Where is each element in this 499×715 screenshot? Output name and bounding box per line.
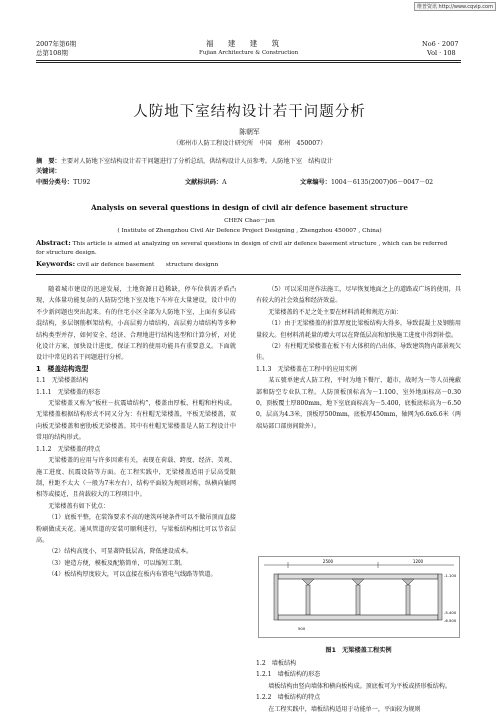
volume-en: Vol · 108 [427, 49, 456, 57]
paragraph: （4）板结构厚度较大，可以直接在板内布置电气线路等管道。 [48, 571, 217, 579]
side-wall [438, 574, 442, 620]
base-slab [278, 615, 438, 620]
header-rule [36, 60, 461, 61]
left-column [36, 284, 236, 581]
paragraph: 无梁楼盖又称为“板柱－抗震墙结构”，楼盖由厚板、柱帽和柱构成。无梁楼盖根据结构形式不同又分为：有柱帽无梁楼盖，平板无梁楼盖，双向板无梁楼盖和密肋板无梁楼盖。其中有柱帽无梁楼盖是人防工程设计中常用的结构形式。 [36, 400, 236, 442]
watermark: 维普资讯 http://www.cqvip.com [414, 2, 496, 11]
paragraph: （3）建造方便，模板及配筋简单，可以缩短工期。 [48, 559, 187, 567]
abstract-cn-text: 主要对人防地下室结构设计若干问题进行了分析总结，供结构设计人员参考。人防地下室 结构设计 [60, 158, 333, 165]
paragraph: 无梁楼盖的不足之处主要在材料消耗和规范方面： [268, 308, 403, 316]
clc-value: TU92 [73, 179, 91, 186]
section-heading-1-1-3: 1.1.3 无梁楼盖在工程中的应用实例 [256, 365, 357, 373]
paragraph: 无梁楼盖的应用与许多因素有关，表现在荷载、跨度、经济、美观、施工进度、抗震设防等方面。在工程实践中，无梁楼盖适用于层高受限制，柱距不太大（一般为7米左右），结构平面较为规则对称，纵横向轴网相等或接近，且荷载较大的工程项目中。 [36, 457, 236, 499]
figure-label-elev-bot: -6.500 [444, 618, 457, 623]
side-wall [274, 574, 278, 620]
article-title-en: Analysis on several questions in design of civil air defence basement structure [91, 203, 408, 212]
figure-label-elev-top: -1.100 [444, 573, 457, 578]
paragraph: （2）有柱帽无梁楼盖在板下有大体积的凸出体，导致建筑物内部景观欠佳。 [256, 343, 461, 362]
section-heading-1-2-1: 1.2.1 墙板结构的形态 [256, 671, 321, 679]
paragraph: （2）结构高度小，可显著降低层高，降低建设成本。 [48, 548, 193, 556]
roof-slab [278, 574, 438, 579]
column [406, 585, 410, 615]
section-heading-1-2-2: 1.2.2 墙板结构的特点 [256, 694, 321, 702]
header-rule-thin [36, 62, 461, 63]
figure-1-drawing [258, 556, 460, 638]
issue-en: No6 · 2007 [422, 40, 459, 48]
column [306, 585, 310, 615]
right-column-bottom [256, 658, 461, 715]
paragraph: （1）由于无梁楼盖的折算厚度比梁板结构大得多，导致混凝土及钢筋用量较大。但材料消耗量的增大可以在降低层高和加快施工进度中得到补偿。 [256, 320, 461, 339]
paragraph: 在工程实践中，墙板结构适用于功能单一，平面较为规则 [268, 705, 421, 713]
section-heading-1: 1 楼盖结构选型 [36, 364, 89, 373]
keywords-en-label: Keywords: [36, 260, 76, 268]
journal-name-cn: 福 建 建 筑 [206, 39, 286, 48]
author-en: CHEN Chao－jun [224, 218, 275, 224]
abstract-en-text-2: for structure design. [36, 250, 97, 256]
abstract-rule [36, 274, 461, 275]
right-column-top [256, 284, 461, 432]
issue-cn: 2007年第6期 [36, 40, 77, 48]
journal-name-en: Fujian Architecture & Construction [199, 50, 299, 56]
clc-label: 中图分类号： [36, 179, 74, 186]
abstract-en-text-1: This article is aimed at analyzing on several questions in design of civil air defence basement structure , which can be referred [72, 241, 448, 247]
figure-label-dim-left: 2500 [322, 559, 334, 564]
paragraph: （5）可以采用逆作法施工，尽早恢复地面之上的道路或广场的使用，具有较大的社会效益和经济效益。 [256, 286, 461, 305]
paragraph: （1）底板平整，在装饰要求不高的建筑环境条件可以不做吊顶而直接粉刷做成天花。通风管道的安装可顺利进行，与梁板结构相比可以节省层高。 [36, 514, 236, 544]
total-issue-cn: 总第108期 [36, 49, 68, 57]
abstract-cn [36, 157, 466, 166]
paragraph: 无梁楼盖有如下优点： [48, 502, 110, 510]
abstract-en-label: Abstract: [36, 239, 71, 247]
keywords-cn-label: 关键词： [36, 168, 61, 175]
article-number-label: 文章编号： [300, 179, 331, 186]
section-heading-1-1: 1.1 无梁楼盖结构 [36, 377, 89, 385]
keywords-en-text: civil air defence basement structure designn [76, 262, 219, 268]
article-title: 人防地下室结构设计若干问题分析 [133, 104, 366, 120]
column [356, 585, 360, 615]
section-heading-1-1-2: 1.1.2 无梁楼盖的特点 [36, 445, 101, 453]
section-heading-1-1-1: 1.1.1 无梁楼盖的形态 [36, 388, 101, 396]
affiliation-en: ( Institute of Zhengzhou Civil Air Defence Project Designing , Zhengzhou 450007 , China) [117, 228, 382, 234]
doc-code-label: 文献标识码： [185, 179, 223, 186]
doc-code [185, 178, 227, 187]
classification-cn [36, 178, 90, 187]
figure-1-caption: 图1 无梁楼盖工程实例 [325, 647, 392, 654]
paragraph: 随着城市建设的迅速发展，土地资源日趋稀缺，停车位供需矛盾凸现，大体量功能复杂的人防防空地下室及地下车库在大量建设，设计中的不少新问题也突出起来。有的住宅小区全部为人防地下室，上面有多层砖混结构，多层钢筋框架结构，小高层剪力墙结构，高层剪力墙结构等多种结构类型并存，如何安全、经济、合理地进行结构选型和计算分析，对优化设计方案，加快设计进度，保证工程的使用功能具有重要意义。下面就设计中常见的若干问题进行分析。 [36, 286, 236, 362]
abstract-en [36, 239, 466, 249]
figure-label-dim-right: 1200 [412, 559, 424, 564]
paragraph: 墙板结构由竖向墙体和横向板构成。顶底板可为平板或挤形板结构。 [268, 682, 451, 690]
doc-code-value: A [222, 179, 227, 186]
author: 陈朝军 [239, 128, 260, 136]
paragraph: 某五號单建式人防工程，平时为地下餐厅、超市，战时为一等人员掩蔽部和防空专业队工程。人防顶板顶标高为－1.100，室外地面标高－0.300，顶板覆土厚800mm，地下室底面标高为－5.400，底板底标高为－6.500，层高为4.3米，顶板厚500mm，底板厚450mm，轴网为6.6x6.6米（两端局部口部房间除外）。 [256, 377, 461, 430]
article-number [300, 178, 433, 187]
abstract-cn-label: 摘 要： [36, 158, 61, 165]
article-number-value: 1004－6135(2007)06－0047－02 [330, 179, 434, 186]
figure-label-pile: 500 [298, 626, 306, 631]
section-heading-1-2: 1.2 墙板结构 [256, 660, 297, 667]
figure-label-elev-mid: -5.400 [444, 610, 457, 615]
affiliation: （郑州市人防工程设计研究所 中国 郑州 450007） [172, 140, 327, 147]
keywords-en [36, 260, 218, 270]
